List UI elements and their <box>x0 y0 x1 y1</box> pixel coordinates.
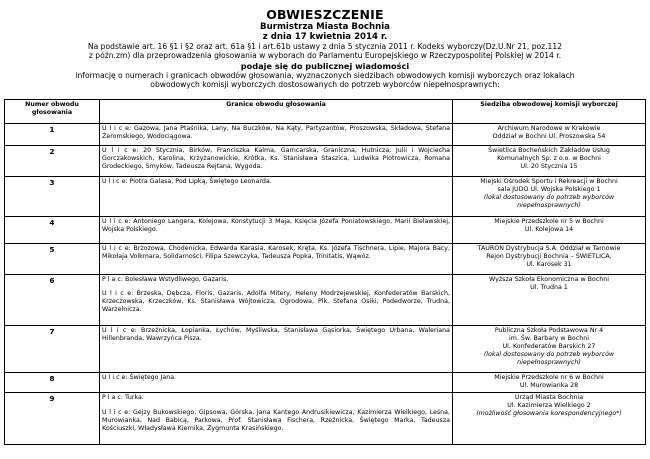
district-number: 4 <box>5 217 100 244</box>
seat-line: Oddział w Bochni Ul. Proszowska 54 <box>492 132 606 140</box>
district-boundaries: U l i c e: Piotra Galasa, Pod Lipką, Świętego Leonarda. <box>100 177 453 217</box>
public-notice-statement: podaje się do publicznej wiadomości <box>240 60 410 71</box>
correspondence-voting-note: (możliwość głosowania korespondencyjnego*) <box>476 409 622 417</box>
seat-line: Archiwum Narodowe w Krakowie <box>497 125 601 132</box>
district-boundaries: U l i c e: Brzeźnicka, Łopianka, Łychów, Myśliwska, Stanisława Gąsiorka, Świętego Urbana, Waleriana Hillenbranda, Wawrzyńca Pisza. <box>100 326 453 373</box>
table-row <box>5 244 646 275</box>
seat-line: Ul. Konfederatów Barskich 27 <box>502 342 596 350</box>
seat-line: Ul. Trudna 1 <box>530 283 568 291</box>
district-number: 2 <box>5 146 100 177</box>
information-line-2: obwodowych komisji wyborczych dostosowanych do potrzeb wyborców niepełnosprawnych: <box>150 80 500 90</box>
commission-seat <box>453 124 646 146</box>
commission-seat <box>453 373 646 393</box>
notice-authority: Burmistrza Miasta Bochnia <box>260 22 390 32</box>
table-row <box>5 177 646 217</box>
commission-seat <box>453 146 646 177</box>
legal-basis-line-2: z późn.zm) dla przeprowadzenia głosowania w wyborach do Parlamentu Europejskiego w Rzeczypospolitej Polskiej w 2014 r. <box>88 51 562 61</box>
table-row <box>5 217 646 244</box>
accessibility-note: (lokal dostosowany do potrzeb wyborców niepełnosprawnych) <box>483 193 615 209</box>
district-streets: U l i c e: Brzeska, Dębcza, Floris, Gazaris, Adolfa Mitery, Heleny Modrzejewskiej, Konfederatów Barskich, Krzeczowska, Krzeczków, Ks. Stanisława Wójtowicza, Ogrodowa, Plk. Stefana Osiki, Podedworze, Trudna, Warzelnicza. <box>102 289 450 313</box>
seat-line: Ul. Kolejowa 14 <box>524 225 574 233</box>
table-header-row <box>5 100 646 124</box>
district-streets: U l i c e: Gejzy Bukowskiego, Gipsowa, Górska, Jana Kantego Andrusikiewicza, Kazimierza Wielkiego, Leśna, Murowianka, Nad Babicą, Parkowa, Prof. Stanisława Fischera, Rzeźnicka, Świętego Marka, Tadeusza Kościuszki, Władysława Kiernika, Zygmunta Krasińskiego. <box>102 408 450 432</box>
district-square: P l a c: Turka. <box>102 394 144 401</box>
table-row <box>5 275 646 326</box>
seat-line: Miejskie Przedszkole nr 6 w Bochni <box>494 374 604 381</box>
district-boundaries <box>100 393 453 445</box>
seat-line: Ul. 20 Stycznia 15 <box>520 162 578 170</box>
district-boundaries <box>100 275 453 326</box>
commission-seat <box>453 244 646 275</box>
seat-line: Miejskie Przedszkole nr 5 w Bochni <box>494 218 604 225</box>
seat-line: Ul. Karosek 31 <box>526 260 572 268</box>
notice-header <box>0 0 650 90</box>
district-boundaries: U l i c e: Świętego Jana. <box>100 373 453 393</box>
commission-seat <box>453 217 646 244</box>
table-row <box>5 146 646 177</box>
seat-line: Miejski Ośrodek Sportu i Rekreacji w Bochni <box>480 178 618 185</box>
column-header-boundaries: Granice obwodu głosowania <box>100 100 453 124</box>
information-line-1: informację o numerach i granicach obwodów głosowania, wyznaczonych siedzibach obwodowych komisji wyborczych oraz lokalach <box>75 70 575 80</box>
notice-date: z dnia 17 kwietnia 2014 r. <box>262 32 388 42</box>
district-boundaries: U l i c e: Antoniego Langera, Kolejowa, Konstytucji 3 Maja, Księcia Józefa Poniatowskiego, Marii Bielawskiej, Wojska Polskiego. <box>100 217 453 244</box>
seat-line: im. Św. Barbary w Bochni <box>509 334 589 342</box>
commission-seat <box>453 326 646 373</box>
commission-seat <box>453 275 646 326</box>
seat-line: Ul. Murowianka 28 <box>519 381 579 389</box>
district-number: 3 <box>5 177 100 217</box>
district-boundaries: U l i c e: 20 Stycznia, Birków, Franciszka Kalma, Garncarska, Graniczna, Hutnicza, Julii i Wojciecha Gorczakowskich, Karolina, Krzyżanowickie, Krótka, Ks. Stanisława Staszica, Ludwika Piotrowicza, Romana Grodeckiego, Smyków, Tadeusza Rejtana, Wygoda. <box>100 146 453 177</box>
notice-title: OBWIESZCZENIE <box>266 7 384 22</box>
district-boundaries: U l i c e: Brzozowa, Chodenicka, Edwarda Karasia, Karosek, Kręta, Ks. Józefa Tischnera, Lipie, Majora Bacy, Mikołaja Volkmara, Solidarności, Filipa Szewczyka, Tadeusza Popka, Trinitatis, Wąwóz. <box>100 244 453 275</box>
column-header-number: Numer obwodu głosowania <box>5 100 100 124</box>
commission-seat <box>453 177 646 217</box>
seat-line: TAURON Dystrybucja S.A. Oddział w Tarnowie <box>477 245 621 252</box>
seat-line: Świetlica Bocheńskich Zakładów Usług <box>488 147 610 154</box>
table-row <box>5 124 646 146</box>
district-square: P l a c: Bolesława Wstydliwego, Gazaris. <box>102 276 229 283</box>
seat-line: Urząd Miasta Bochnia <box>514 394 584 401</box>
seat-line: Komunalnych Sp. z o.o. w Bochni <box>497 154 601 162</box>
district-number: 9 <box>5 393 100 445</box>
district-number: 1 <box>5 124 100 146</box>
voting-districts-table <box>4 99 646 445</box>
seat-line: Rejon Dystrybucji Bochnia – ŚWIETLICA, <box>486 252 612 260</box>
district-number: 7 <box>5 326 100 373</box>
seat-line: Publiczna Szkoła Podstawowa Nr 4 <box>494 327 604 334</box>
accessibility-note: (lokal dostosowany do potrzeb wyborców niepełnosprawnych) <box>483 350 615 366</box>
district-number: 8 <box>5 373 100 393</box>
spacer <box>102 402 450 409</box>
district-boundaries: U l i c e: Gazowa, Jana Ptaśnika, Lany, Na Buczków, Na Kąty, Partyzantów, Proszowska, Składowa, Stefana Żeromskiego, Wodociągowa. <box>100 124 453 146</box>
seat-line: Ul. Kazimierza Wielkiego 2 <box>507 401 591 409</box>
column-header-seat: Siedziba obwodowej komisji wyborczej <box>453 100 646 124</box>
seat-line: sala JUDO Ul. Wojska Polskiego 1 <box>497 185 601 193</box>
district-number: 5 <box>5 244 100 275</box>
legal-basis-line-1: Na podstawie art. 16 §1 i §2 oraz art. 61a §1 i art.61b ustawy z dnia 5 stycznia 2011 r. Kodeks wyborczy(Dz.U.Nr 21, poz.112 <box>87 42 563 51</box>
table-row <box>5 326 646 373</box>
table-row <box>5 393 646 445</box>
district-number: 6 <box>5 275 100 326</box>
table-row <box>5 373 646 393</box>
commission-seat <box>453 393 646 445</box>
seat-line: Wyższa Szkoła Ekonomiczna w Bochni <box>489 276 609 283</box>
